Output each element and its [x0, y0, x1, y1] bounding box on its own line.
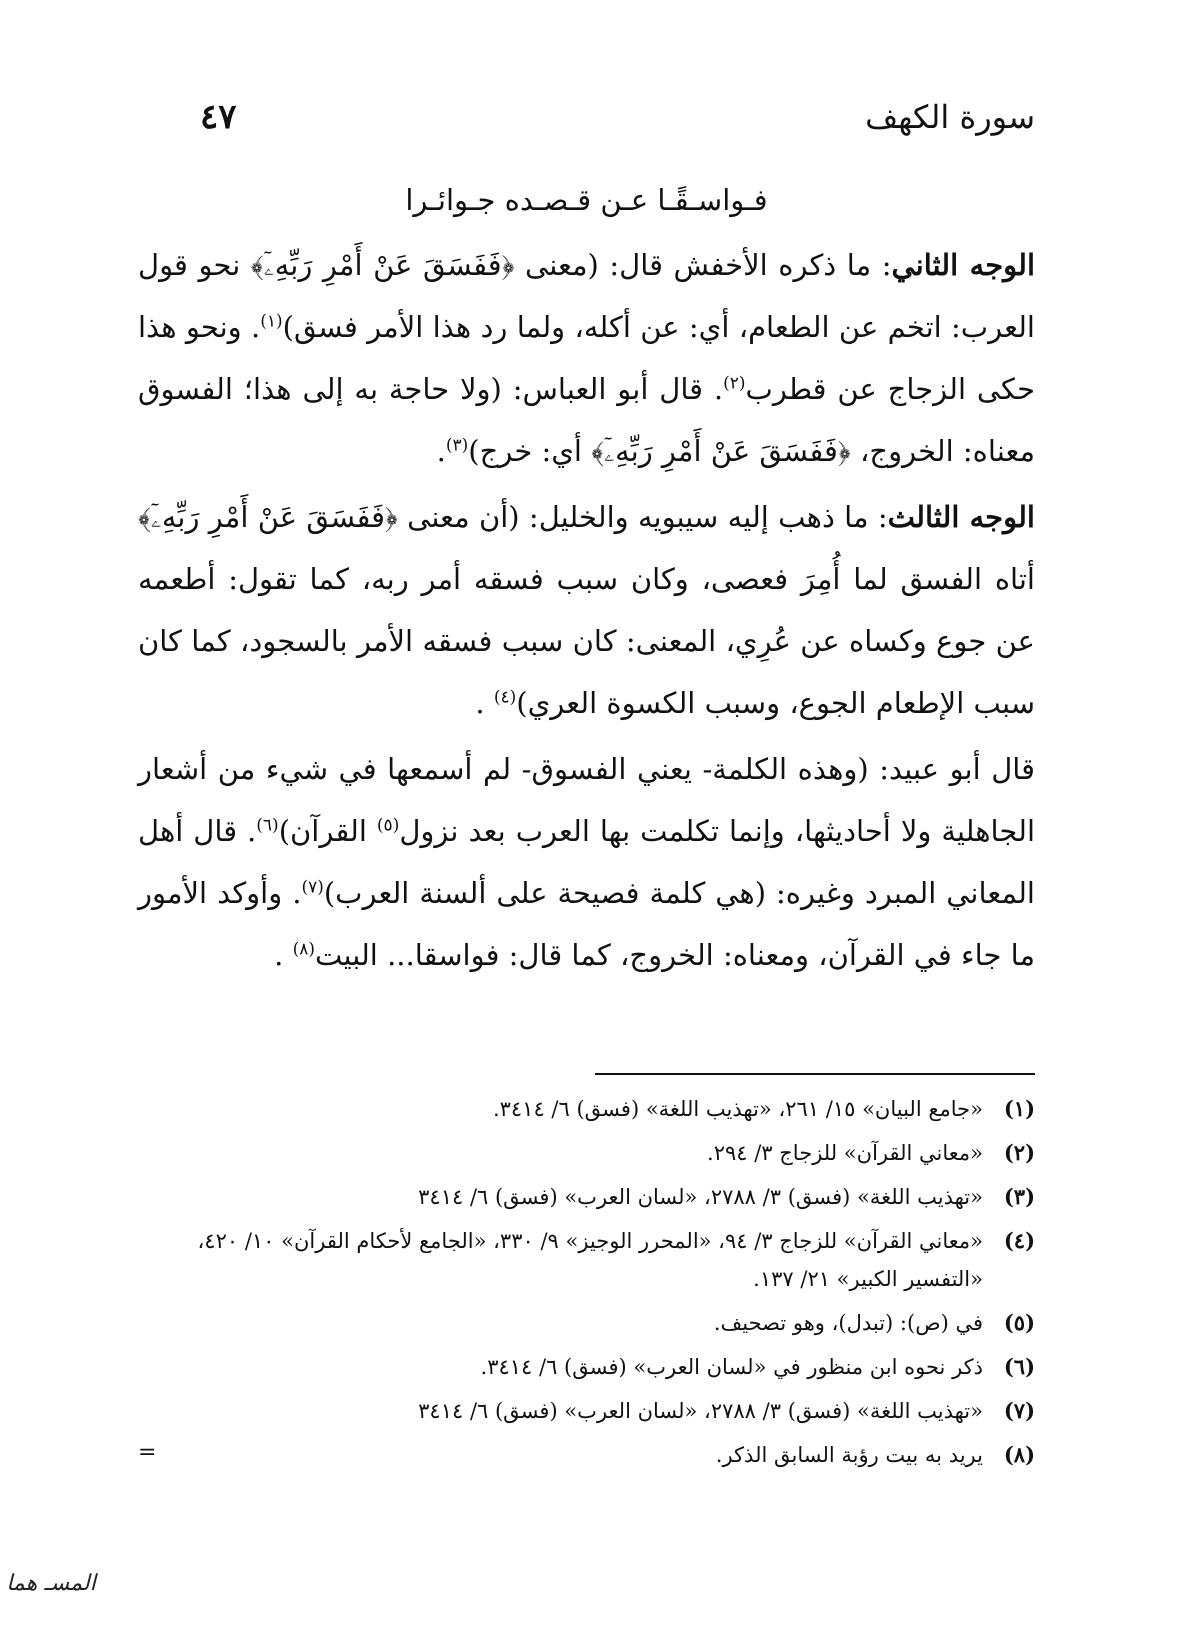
paragraph-text: . قال أبو العباس: (ولا حاجة به إلى هذا؛ الفسوق معناه: الخروج،	[138, 372, 1035, 468]
footnote-ref[interactable]: (٥)	[376, 815, 400, 836]
footnote-number: (٤)	[1003, 1228, 1035, 1253]
poetry-verse: فـواسـقًـا عـن قـصـده جـوائـرا	[405, 183, 768, 217]
footnote-item	[138, 1134, 1035, 1172]
footnote-number: (١)	[1003, 1096, 1035, 1121]
paragraph-lead: الوجه الثالث	[887, 500, 1035, 534]
page-header	[200, 92, 1035, 142]
paragraph-text: نحو قول العرب: اتخم عن الطعام، أي: عن أكله، ولما رد هذا الأمر فسق)	[138, 248, 1035, 344]
footnote-number: (٣)	[1003, 1184, 1035, 1209]
paragraph-text: أي: خرج)	[468, 434, 592, 468]
paragraph-abu-ubaid	[138, 738, 1035, 986]
footnote-number: (٨)	[1003, 1442, 1035, 1467]
footnote-item	[138, 1392, 1035, 1430]
paragraph-text: القرآن)	[278, 814, 377, 848]
quran-quote: ﴿فَفَسَقَ عَنْ أَمْرِ رَبِّهِۦٓ﴾	[138, 500, 398, 534]
footnote-number: (٦)	[1003, 1354, 1035, 1379]
paragraph-text: . وأوكد الأمور ما جاء في القرآن، ومعناه: الخروج، كما قال: فواسقا... البيت	[138, 876, 1035, 972]
footnote-ref[interactable]: (٣)	[445, 435, 469, 456]
paragraph-text: : ما ذكره الأخفش قال: (معنى	[514, 248, 892, 282]
paragraph-text: قال أبو عبيد: (وهذه الكلمة- يعني الفسوق- لم أسمعها في شيء من أشعار الجاهلية ولا أحاديثها، وإنما تكلمت بها العرب بعد نزول	[138, 752, 1035, 848]
paragraph-text: .	[436, 434, 446, 468]
footnote-text: يريد به بيت رؤبة السابق الذكر.	[715, 1443, 983, 1467]
footnote-number: (٥)	[1003, 1310, 1035, 1335]
quran-quote: ﴿فَفَسَقَ عَنْ أَمْرِ رَبِّهِۦٓ﴾	[250, 248, 515, 282]
footnote-ref[interactable]: (٨)	[292, 939, 315, 960]
footnote-number: (٢)	[1003, 1140, 1035, 1165]
footnote-ref[interactable]: (٧)	[301, 877, 324, 898]
footnote-text: في (ص): (تبدل)، وهو تصحيف.	[713, 1311, 983, 1335]
footnote-item	[138, 1178, 1035, 1216]
footnote-item	[138, 1436, 1035, 1474]
paragraph-text: . قال أهل المعاني المبرد وغيره: (هي كلمة فصيحة على ألسنة العرب)	[138, 814, 1035, 910]
footnote-number: (٧)	[1003, 1398, 1035, 1423]
footnote-text: «تهذيب اللغة» (فسق) ٣/ ٢٧٨٨، «لسان العرب» (فسق) ٦/ ٣٤١٤	[418, 1399, 983, 1423]
paragraph-text: أتاه الفسق لما أُمِرَ فعصى، وكان سبب فسقه أمر ربه، كما تقول: أطعمه عن جوع وكساه عن عُرِي، المعنى: كان سبب فسقه الأمر بالسجود، كما كان سبب الإطعام الجوع، وسبب الكسوة العري)	[138, 562, 1035, 720]
footnote-text: ذكر نحوه ابن منظور في «لسان العرب» (فسق) ٦/ ٣٤١٤.	[480, 1355, 983, 1379]
paragraph-third-view	[138, 486, 1035, 734]
quran-quote: ﴿فَفَسَقَ عَنْ أَمْرِ رَبِّهِۦٓ﴾	[591, 434, 851, 468]
footnote-item	[138, 1090, 1035, 1128]
paragraph-text: : ما ذهب إليه سيبويه والخليل: (أن معنى	[397, 500, 888, 534]
main-text	[138, 168, 1035, 986]
paragraph-lead: الوجه الثاني	[891, 248, 1035, 282]
footnote-divider	[595, 1073, 1035, 1075]
footnote-ref[interactable]: (٤)	[493, 687, 517, 708]
footnote-text: «جامع البيان» ١٥/ ٢٦١، «تهذيب اللغة» (فسق) ٦/ ٣٤١٤.	[492, 1097, 983, 1121]
paragraph-text: . ونحو هذا حكى الزجاج عن قطرب	[138, 310, 1036, 406]
footnote-text: «معاني القرآن» للزجاج ٣/ ٩٤، «المحرر الوجيز» ٩/ ٣٣٠، «الجامع لأحكام القرآن» ١٠/ ٤٢٠، «التفسير الكبير» ٢١/ ١٣٧.	[197, 1229, 983, 1291]
paragraph-second-view	[138, 234, 1035, 482]
footnote-item	[138, 1222, 1035, 1298]
footnote-text: «تهذيب اللغة» (فسق) ٣/ ٢٧٨٨، «لسان العرب» (فسق) ٦/ ٣٤١٤	[418, 1185, 983, 1209]
paragraph-text: .	[475, 686, 494, 720]
page-number: ٤٧	[200, 97, 237, 137]
library-watermark-logo	[6, 1570, 96, 1630]
footnote-text: «معاني القرآن» للزجاج ٣/ ٢٩٤.	[707, 1141, 983, 1165]
paragraph-text: .	[274, 938, 293, 972]
footnote-item	[138, 1304, 1035, 1342]
surah-title: سورة الكهف	[865, 98, 1035, 136]
continuation-mark: =	[138, 1440, 157, 1465]
footnote-ref[interactable]: (٢)	[723, 373, 746, 394]
footnote-item	[138, 1348, 1035, 1386]
footnote-ref[interactable]: (١)	[260, 311, 283, 332]
footnote-ref[interactable]: (٦)	[256, 815, 279, 836]
footnotes-list	[138, 1090, 1035, 1480]
watermark-text: المسـ هما	[6, 1571, 96, 1596]
